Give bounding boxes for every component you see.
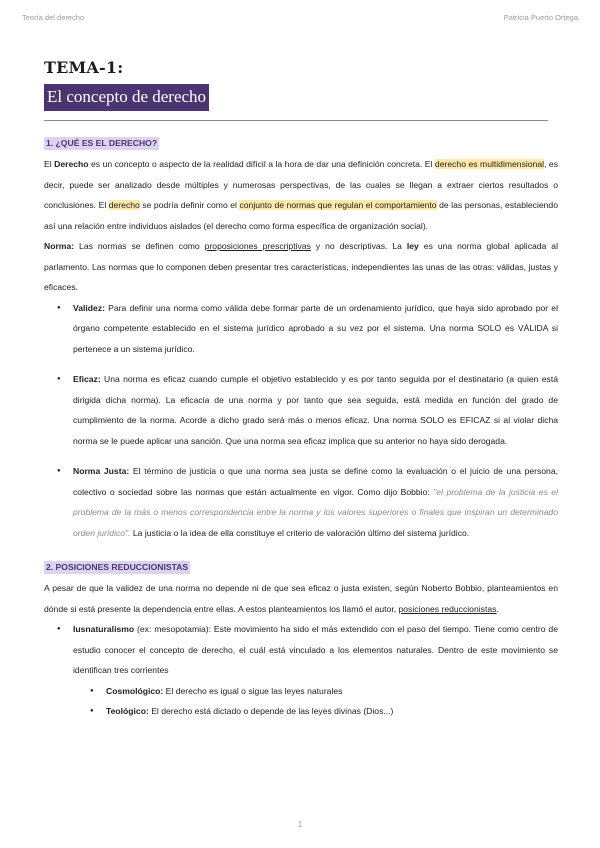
bold-term: Teológico: bbox=[106, 706, 149, 716]
list-item-validez bbox=[44, 298, 558, 360]
text: y no descriptivas. La bbox=[310, 241, 407, 251]
spacer bbox=[44, 543, 558, 557]
text: El derecho es igual o sigue las leyes naturales bbox=[163, 685, 343, 696]
text: El bbox=[44, 159, 55, 169]
list-item-norma-justa bbox=[44, 461, 558, 543]
list-item-iusnaturalismo bbox=[44, 619, 558, 681]
sublist-item-teologico bbox=[44, 701, 558, 722]
text: A pesar de que la validez de una norma no depende ni de que sea eficaz o justa existen, según Noberto Bobbio, planteamientos en dónde si está presente la dependencia entre ellas. A estos planteamientos los llamó el autor, bbox=[44, 583, 558, 614]
underlined-term: proposiciones prescriptivas bbox=[204, 241, 311, 251]
text: , es decir, puede ser analizado desde múltiples y numerosas perspectivas, de las cuales se llegan a extraer ciertos resultados o conclusiones. El bbox=[44, 159, 559, 210]
highlight: conjunto de normas que regulan el comportamiento bbox=[239, 200, 437, 210]
text: El derecho está dictado o depende de las leyes divinas (Dios...) bbox=[148, 706, 394, 716]
list-item-eficaz bbox=[44, 369, 558, 451]
section-heading-1: 1. ¿QUÉ ES EL DERECHO? bbox=[46, 138, 158, 148]
text: es un concepto o aspecto de la realidad difícil a la hora de dar una definición concreta. El bbox=[88, 159, 435, 169]
bullet-list-posiciones bbox=[44, 619, 558, 722]
text: (ex: mesopotamia): Este movimiento ha sido el más extendido con el paso del tiempo. Tiene como centro de estudio conocer el concepto de derecho, el cuál está vinculado a los elementos naturales. Dentro de este movimiento se identifican tres corrientes bbox=[73, 624, 558, 675]
bullet-list-caracteristicas bbox=[44, 298, 558, 544]
text: Una norma es eficaz cuando cumple el objetivo establecido y es por tanto seguida por el destinatario (a quien está dirigida dicha norma). La eficacia de una norma y por tanto que sea seguida, está medida en función del grado de cumplimiento de la norma. Acorde a dicho grado será más o menos eficaz. Una norma SOLO es EFICAZ si al violar dicha norma se le puede aplicar una sanción. Que una norma sea eficaz implica que su anterior no haya sido derogada. bbox=[73, 374, 558, 446]
page-title: TEMA-1: bbox=[44, 58, 124, 77]
bold-term: Cosmológico: bbox=[106, 685, 164, 696]
text: se podría definir como el bbox=[139, 200, 240, 210]
bold-term: Validez: bbox=[73, 302, 105, 313]
underlined-term: posiciones reduccionistas bbox=[398, 603, 497, 614]
title-divider bbox=[44, 120, 548, 121]
page-subtitle: El concepto de derecho bbox=[44, 84, 209, 111]
section-heading-2: 2. POSICIONES REDUCCIONISTAS bbox=[46, 562, 189, 572]
highlight: derecho es multidimensional bbox=[434, 159, 545, 169]
quote: "el problema de la justicia es el problema de la más o menos correspondencia entre la norma y los valores superiores o finales que inspiran un determinado orden jurídico". bbox=[73, 486, 558, 538]
paragraph-derecho bbox=[44, 154, 558, 236]
paragraph-norma bbox=[44, 236, 558, 298]
spacer bbox=[44, 359, 558, 369]
highlight: derecho bbox=[108, 200, 140, 210]
title-block bbox=[44, 58, 209, 111]
header-author: Patricia Puerto Ortega bbox=[503, 13, 578, 22]
text: Las normas se definen como bbox=[74, 241, 205, 251]
bold-term: Iusnaturalismo bbox=[73, 624, 135, 634]
text: es una norma global aplicada al parlamento. Las normas que lo componen deben presentar tres características, independientes las unas de las otras: válidas, justas y eficaces. bbox=[44, 241, 558, 292]
text: Para definir una norma como válida debe formar parte de un ordenamiento jurídico, que haya sido aprobado por el órgano competente establecido en el sistema jurídico aprobado a su vez por el sistema. Una norma SOLO es VÁLIDA si pertenece a un sistema jurídico. bbox=[73, 302, 558, 354]
text: . bbox=[496, 603, 499, 614]
paragraph-reduccionistas bbox=[44, 578, 558, 619]
document-body bbox=[44, 133, 558, 722]
header-subject: Teoría del derecho bbox=[22, 13, 85, 22]
text: de las personas, estableciendo así una relación entre individuos aislados (el derecho como forma específica de organización social). bbox=[44, 200, 558, 231]
text: La justicia o la idea de ella constituye el criterio de valoración último del sistema jurídico. bbox=[130, 527, 470, 538]
bold-term: ley bbox=[406, 241, 419, 251]
bold-term: Derecho bbox=[54, 159, 89, 169]
bold-term: Eficaz: bbox=[73, 374, 101, 384]
text: El término de justicia o que una norma sea justa se define como la evaluación o el juicio de una persona, colectivo o sociedad sobre las normas que están actualmente en vigor. Como dijo Bobbio: bbox=[73, 466, 559, 497]
bold-term: Norma Justa: bbox=[73, 466, 130, 476]
spacer bbox=[44, 451, 558, 461]
bold-term: Norma: bbox=[44, 241, 75, 251]
sublist-item-cosmologico bbox=[44, 681, 558, 702]
page-number: 1 bbox=[297, 820, 303, 829]
page-header bbox=[22, 13, 578, 25]
